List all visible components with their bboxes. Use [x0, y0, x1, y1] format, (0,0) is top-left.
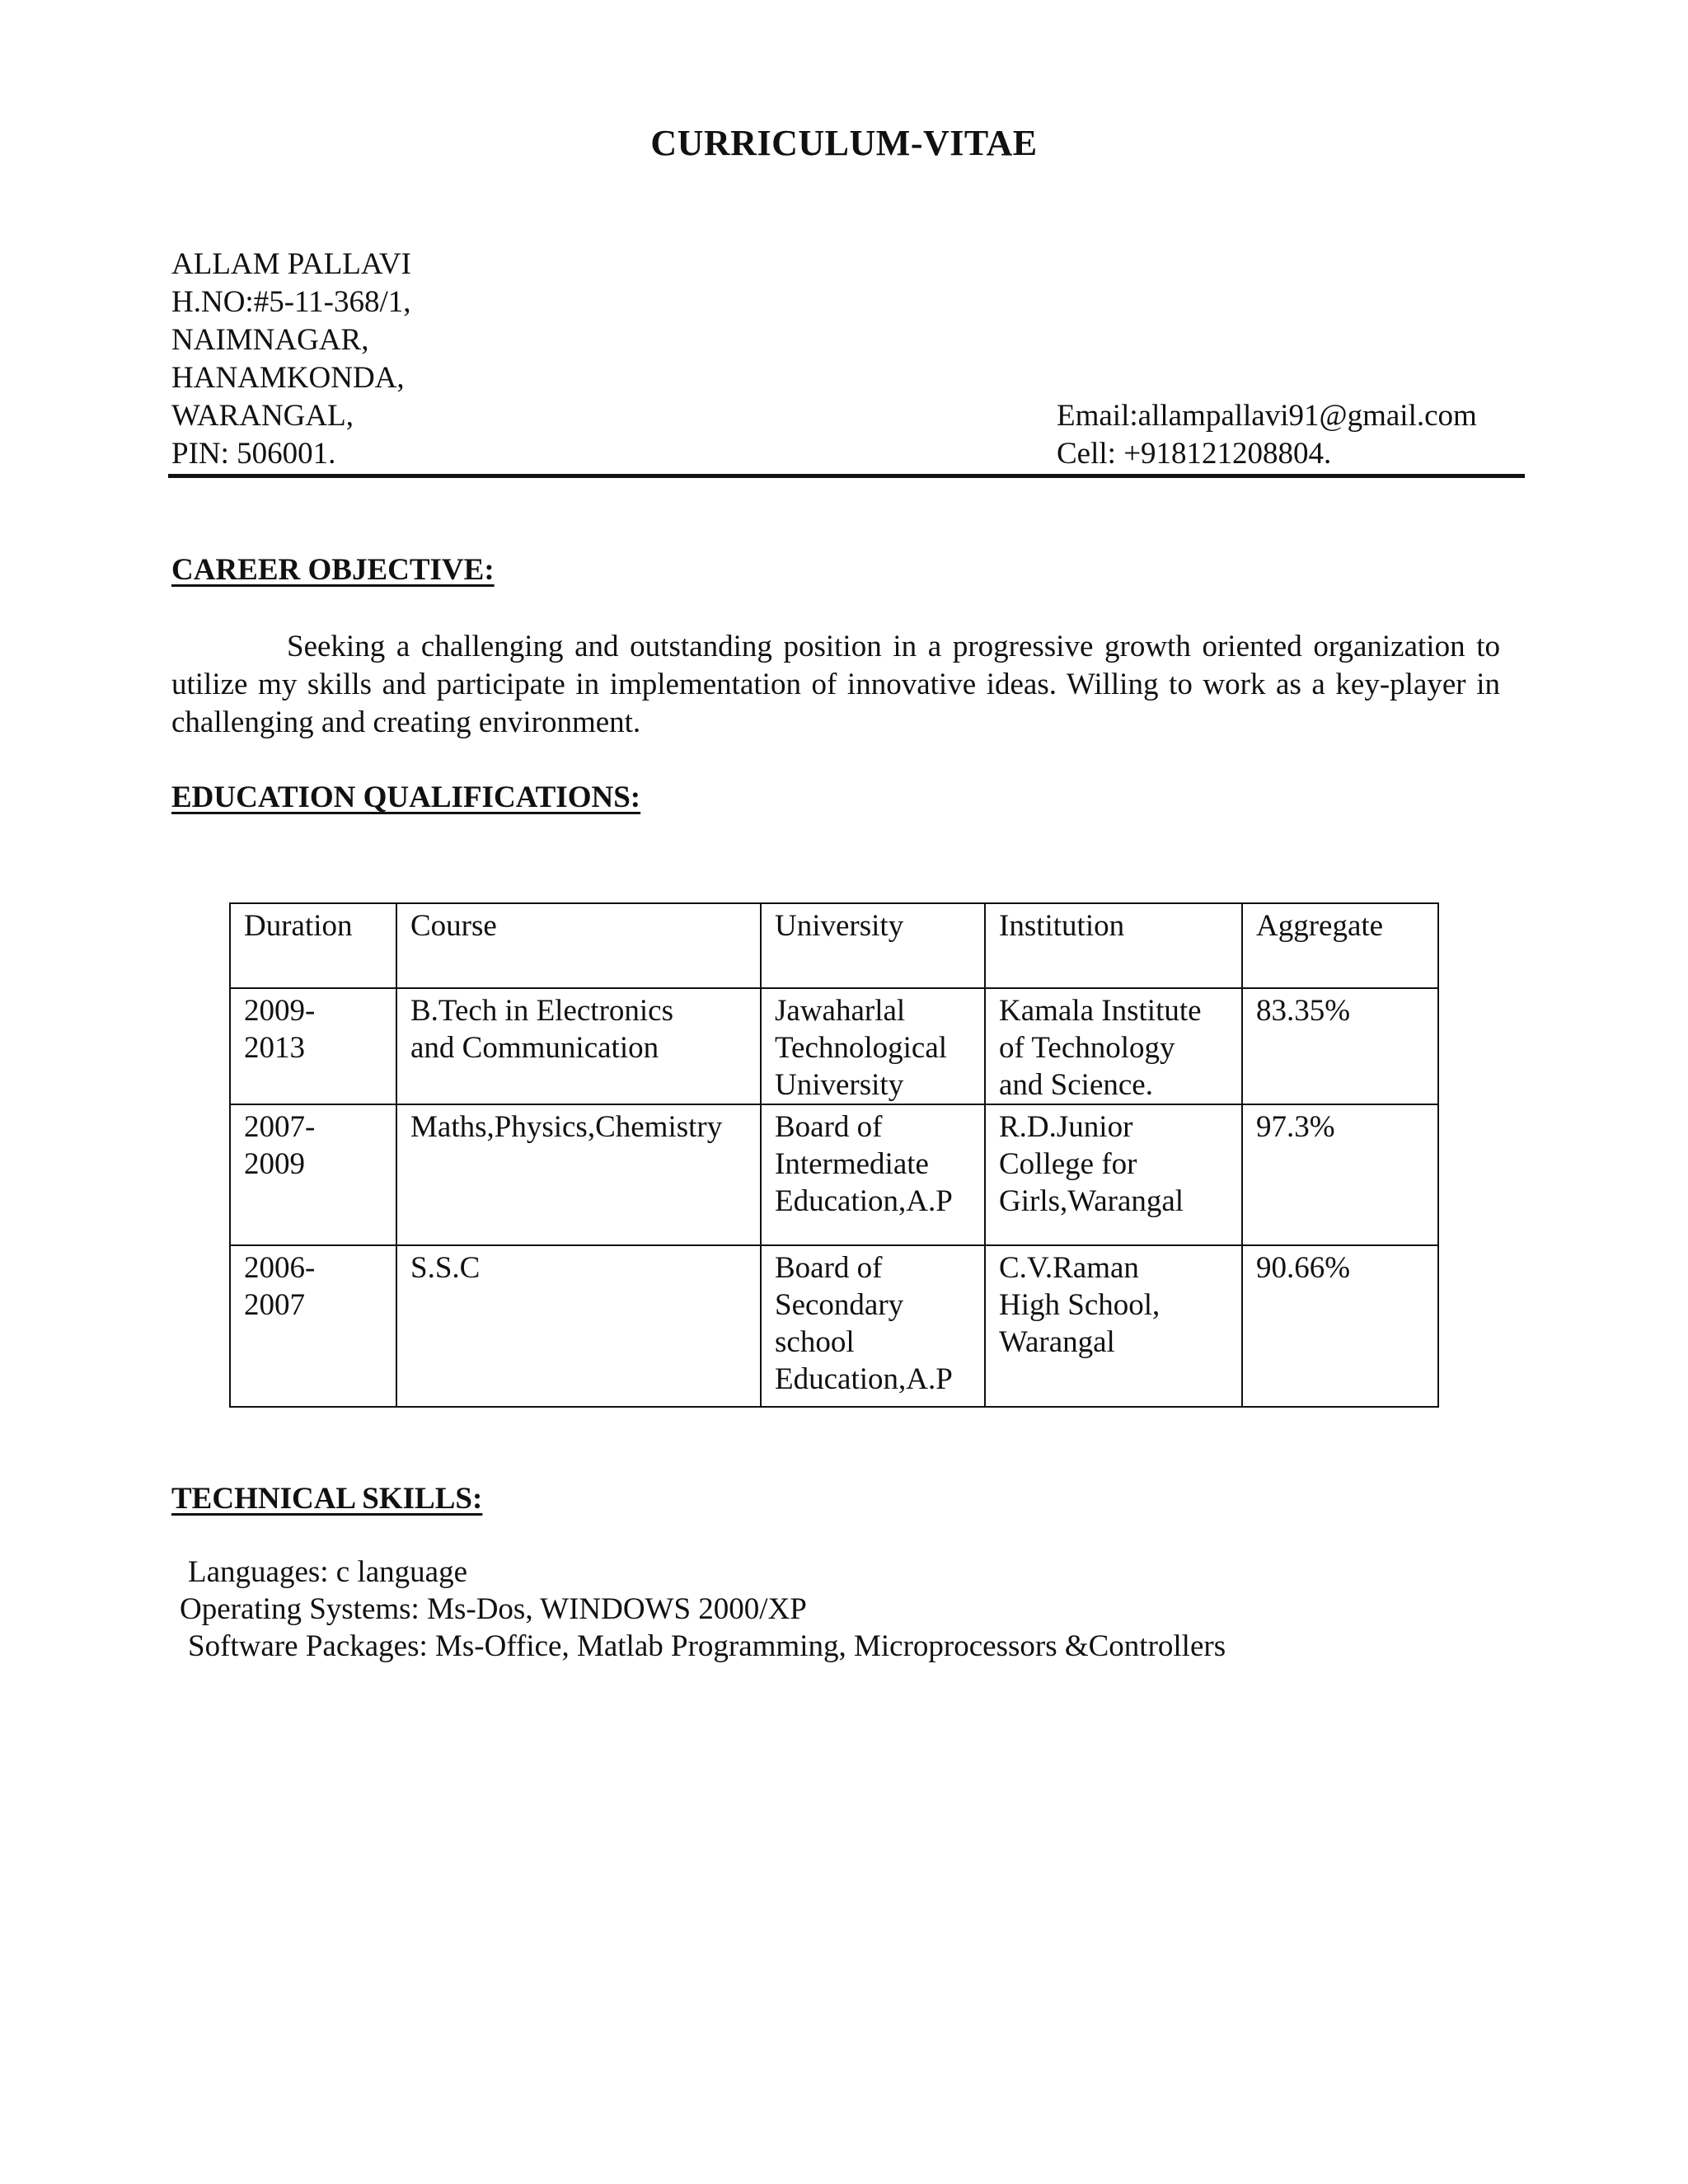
career-objective-text: Seeking a challenging and outstanding position in a progressive growth oriented organization to utilize my skills and participate in implementation of innovative ideas. Willing to work as a key-player in challenging and creating environment. — [171, 630, 1500, 739]
education-heading: EDUCATION QUALIFICATIONS: — [171, 780, 641, 814]
duration-line: 2007 — [244, 1288, 305, 1322]
institution-line: Kamala Institute — [999, 994, 1202, 1028]
address-area: NAIMNAGAR, — [171, 323, 369, 357]
university-line: Board of — [775, 1110, 883, 1144]
address-pin: PIN: 506001. — [171, 437, 336, 471]
address-block — [171, 246, 411, 473]
university-line: school — [775, 1325, 855, 1359]
institution-line: C.V.Raman — [999, 1251, 1139, 1285]
header-university: University — [761, 903, 985, 988]
contact-email: Email:allampallavi91@gmail.com — [1057, 399, 1477, 433]
header-divider — [168, 474, 1525, 478]
course-line: Maths,Physics,Chemistry — [410, 1110, 723, 1144]
university-line: Education,A.P — [775, 1362, 953, 1396]
institution-cell — [985, 988, 1242, 1104]
address-town: HANAMKONDA, — [171, 361, 405, 395]
institution-line: High School, — [999, 1288, 1160, 1322]
university-cell — [761, 1245, 985, 1407]
course-cell — [396, 1245, 761, 1407]
institution-line: Warangal — [999, 1325, 1115, 1359]
header-aggregate: Aggregate — [1242, 903, 1438, 988]
course-cell — [396, 988, 761, 1104]
skill-languages: Languages: c language — [188, 1555, 468, 1589]
university-line: Secondary — [775, 1288, 904, 1322]
applicant-name: ALLAM PALLAVI — [171, 247, 411, 281]
duration-cell — [230, 1104, 396, 1245]
university-cell — [761, 988, 985, 1104]
header-institution: Institution — [985, 903, 1242, 988]
address-city: WARANGAL, — [171, 399, 354, 433]
university-line: Jawaharlal — [775, 994, 906, 1028]
document-title: CURRICULUM-VITAE — [650, 123, 1038, 163]
header-course: Course — [396, 903, 761, 988]
institution-line: R.D.Junior — [999, 1110, 1133, 1144]
skill-operating-systems: Operating Systems: Ms-Dos, WINDOWS 2000/XP — [180, 1592, 807, 1626]
university-line: Education,A.P — [775, 1184, 953, 1218]
duration-line: 2007- — [244, 1110, 316, 1144]
institution-cell — [985, 1245, 1242, 1407]
university-line: Board of — [775, 1251, 883, 1285]
table-header-row — [230, 903, 1438, 988]
institution-line: Girls,Warangal — [999, 1184, 1184, 1218]
address-house: H.NO:#5-11-368/1, — [171, 285, 411, 319]
duration-cell — [230, 1245, 396, 1407]
table-row — [230, 1245, 1438, 1407]
institution-line: College for — [999, 1147, 1137, 1181]
career-objective-heading: CAREER OBJECTIVE: — [171, 553, 495, 587]
aggregate-cell: 90.66% — [1242, 1245, 1438, 1407]
duration-line: 2013 — [244, 1031, 305, 1065]
university-line: University — [775, 1068, 904, 1102]
duration-line: 2006- — [244, 1251, 316, 1285]
aggregate-cell: 97.3% — [1242, 1104, 1438, 1245]
duration-line: 2009 — [244, 1147, 305, 1181]
duration-cell — [230, 988, 396, 1104]
course-line: and Communication — [410, 1031, 659, 1065]
table-row — [230, 1104, 1438, 1245]
course-line: B.Tech in Electronics — [410, 994, 673, 1028]
contact-block — [1057, 397, 1477, 473]
technical-skills-heading: TECHNICAL SKILLS: — [171, 1482, 483, 1516]
course-cell — [396, 1104, 761, 1245]
contact-cell: Cell: +918121208804. — [1057, 437, 1332, 471]
institution-line: of Technology — [999, 1031, 1175, 1065]
institution-cell — [985, 1104, 1242, 1245]
institution-line: and Science. — [999, 1068, 1153, 1102]
duration-line: 2009- — [244, 994, 316, 1028]
header-duration: Duration — [230, 903, 396, 988]
course-line: S.S.C — [410, 1251, 481, 1285]
skill-software-packages: Software Packages: Ms-Office, Matlab Programming, Microprocessors &Controllers — [188, 1629, 1226, 1663]
university-cell — [761, 1104, 985, 1245]
education-table — [229, 902, 1439, 1408]
university-line: Intermediate — [775, 1147, 929, 1181]
table-row — [230, 988, 1438, 1104]
technical-skills-list — [180, 1554, 1226, 1665]
university-line: Technological — [775, 1031, 948, 1065]
aggregate-cell: 83.35% — [1242, 988, 1438, 1104]
